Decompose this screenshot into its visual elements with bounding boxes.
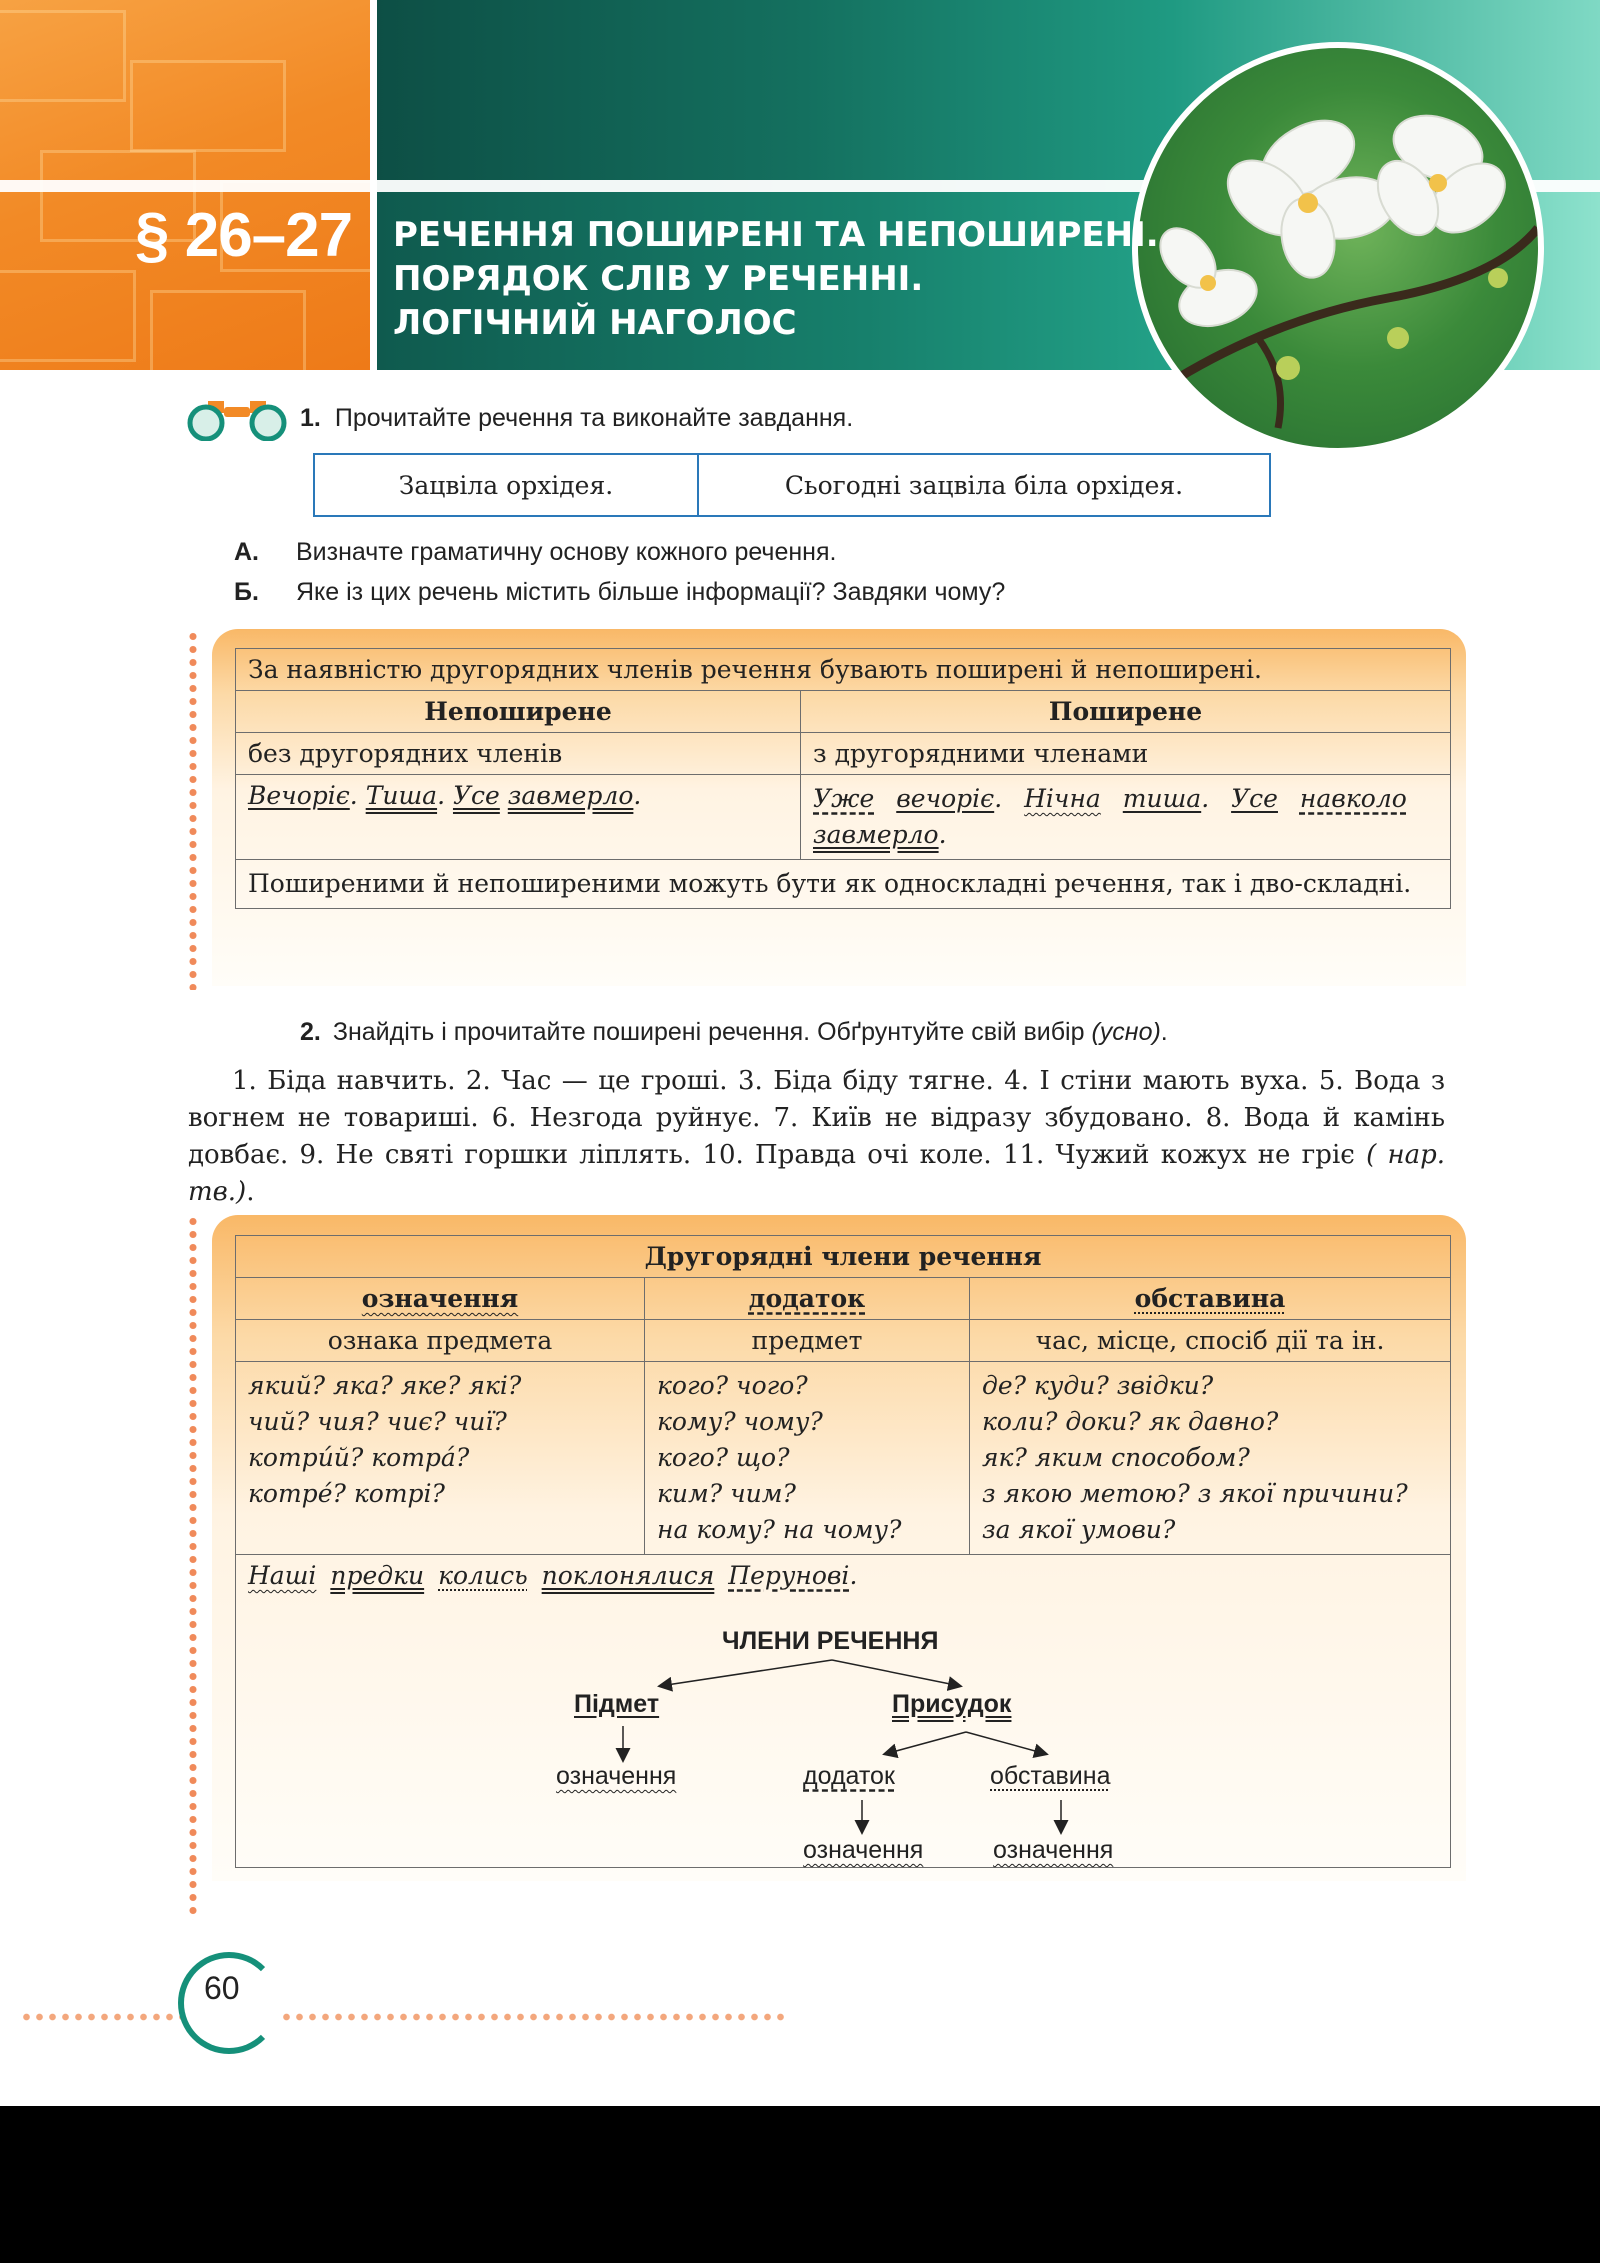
ex-word-2: предки: [330, 1561, 425, 1590]
diagram-adverbial: обставина: [990, 1762, 1111, 1790]
ex2-word-7: завмерло: [813, 820, 939, 849]
q-adv-3: як? яким способом?: [982, 1443, 1250, 1472]
diagram-subject: Підмет: [574, 1690, 660, 1718]
q-obj-2: кому? чому?: [657, 1407, 823, 1436]
task2-number: 2.: [300, 1018, 321, 1046]
ex-word-4: поклонялися: [541, 1561, 715, 1590]
question-b-letter: Б.: [234, 578, 259, 606]
question-a-letter: А.: [234, 538, 259, 566]
diagram-root: ЧЛЕНИ РЕЧЕННЯ: [722, 1627, 939, 1655]
ex1-word-4: завмерло: [507, 781, 634, 810]
ex1-word-2: Тиша: [365, 781, 438, 810]
q-obj-4: ким? чим?: [657, 1479, 796, 1508]
rule2-example-sentence: Наші предки колись поклонялися Перунові.: [248, 1561, 858, 1590]
q-adv-1: де? куди? звідки?: [982, 1371, 1214, 1400]
question-b-text: Яке із цих речень містить більше інформації? Завдяки чому?: [296, 578, 1006, 606]
proverbs-paragraph: 1. Біда навчить. 2. Час — це гроші. 3. Біда біду тягне. 4. І стіни мають вуха. 5. Вода з вогнем не товариші. 6. Незгода руйнує. 7. Київ не відразу збудовано. 8. Вода й камінь довбає. 9. Не святі горшки ліплять. 10. Правда очі коле. 11. Чужий кожух не гріє ( нар. тв.).: [188, 1066, 1445, 1207]
proverbs-note: ( нар. тв.): [188, 1140, 1445, 1207]
ex2-word-2: вечоріє: [896, 784, 995, 813]
ex-word-5: Перунові: [728, 1561, 850, 1590]
question-a-text: Визначте граматичну основу кожного речення.: [296, 538, 837, 566]
ex2-word-5: Усе: [1231, 784, 1278, 813]
ex-word-3: колись: [438, 1561, 528, 1590]
rule1-head-unextended: Непоширене: [236, 691, 801, 733]
title-line-2: ПОРЯДОК СЛІВ У РЕЧЕННІ.: [393, 259, 924, 299]
ex1-word-3: Усе: [452, 781, 500, 810]
rule1-example-unextended: Вечоріє. Тиша. Усе завмерло.: [236, 775, 801, 860]
diagram-predicate: Присудок: [892, 1690, 1012, 1718]
q-adv-4: з якою метою? з якої причини?: [982, 1479, 1408, 1508]
ex2-word-6: навколо: [1299, 784, 1407, 813]
rule1-example-extended: Уже вечоріє. Нічна тиша. Усе навколо завмерло.: [801, 775, 1451, 860]
diagram-object: додаток: [803, 1762, 895, 1790]
sentence-long: Сьогодні зацвіла біла орхідея.: [784, 470, 1184, 500]
title-line-3: ЛОГІЧНИЙ НАГОЛОС: [393, 303, 797, 343]
title-line-1: РЕЧЕННЯ ПОШИРЕНІ ТА НЕПОШИРЕНІ.: [393, 215, 1159, 255]
q-adv-2: коли? доки? як давно?: [982, 1407, 1279, 1436]
rule1-head-extended: Поширене: [801, 691, 1451, 733]
q-attr-2: чий? чия? чиє? чиї?: [248, 1407, 507, 1436]
diagram-object-attribute: означення: [803, 1836, 924, 1864]
head-adverbial-text: обставина: [1134, 1284, 1286, 1313]
diagram-adverbial-attribute: означення: [993, 1836, 1114, 1864]
ex2-word-3: Нічна: [1024, 784, 1101, 813]
ex-word-1: Наші: [248, 1561, 317, 1590]
task2-text: Знайдіть і прочитайте поширені речення. Обґрунтуйте свій вибір: [332, 1018, 1085, 1046]
section-number: § 26–27: [135, 201, 353, 270]
ex2-word-1: Уже: [813, 784, 875, 813]
q-attr-4: котре́? котрі?: [248, 1479, 445, 1508]
q-attr-1: який? яка? яке? які?: [248, 1371, 522, 1400]
q-obj-5: на кому? на чому?: [657, 1515, 902, 1544]
rule2-title: Другорядні члени речення: [236, 1236, 1451, 1278]
q-obj-1: кого? чого?: [657, 1371, 808, 1400]
page-number: 60: [204, 1970, 240, 2006]
rule1-note: Поширеними й непоширеними можуть бути як односкладні речення, так і дво-складні.: [236, 860, 1451, 909]
ex2-word-4: тиша: [1122, 784, 1202, 813]
task2-instruction: 2. Знайдіть і прочитайте поширені речення. Обґрунтуйте свій вибір (усно).: [300, 1018, 1168, 1046]
footer-dotted-line: [20, 2012, 790, 2022]
rule1-desc-extended: з другорядними членами: [801, 733, 1451, 775]
task1-number: 1.: [300, 404, 321, 432]
proverbs-text: 1. Біда навчить. 2. Час — це гроші. 3. Біда біду тягне. 4. І стіни мають вуха. 5. Вода з вогнем не товариші. 6. Незгода руйнує. 7. Київ не відразу збудовано. 8. Вода й камінь довбає. 9. Не святі горшки ліплять. 10. Правда очі коле. 11. Чужий кожух не гріє: [188, 1066, 1445, 1170]
meaning-attribute: ознака предмета: [236, 1320, 645, 1362]
head-attribute-text: означення: [361, 1284, 519, 1313]
head-object-text: додаток: [748, 1284, 866, 1313]
ex1-word-1: Вечоріє: [248, 781, 350, 810]
q-attr-3: котри́й? котра́?: [248, 1443, 470, 1472]
q-obj-3: кого? що?: [657, 1443, 790, 1472]
sentence-short: Зацвіла орхідея.: [315, 455, 699, 515]
task1-text: Прочитайте речення та виконайте завдання.: [334, 404, 854, 432]
meaning-object: предмет: [645, 1320, 970, 1362]
rule1-intro: За наявністю другорядних членів речення бувають поширені й непоширені.: [236, 649, 1451, 691]
q-adv-5: за якої умови?: [982, 1515, 1176, 1544]
diagram-subject-attribute: означення: [556, 1762, 677, 1790]
meaning-adverbial: час, місце, спосіб дії та ін.: [970, 1320, 1451, 1362]
task2-note: (усно): [1091, 1018, 1161, 1046]
rule1-desc-unextended: без другорядних членів: [236, 733, 801, 775]
